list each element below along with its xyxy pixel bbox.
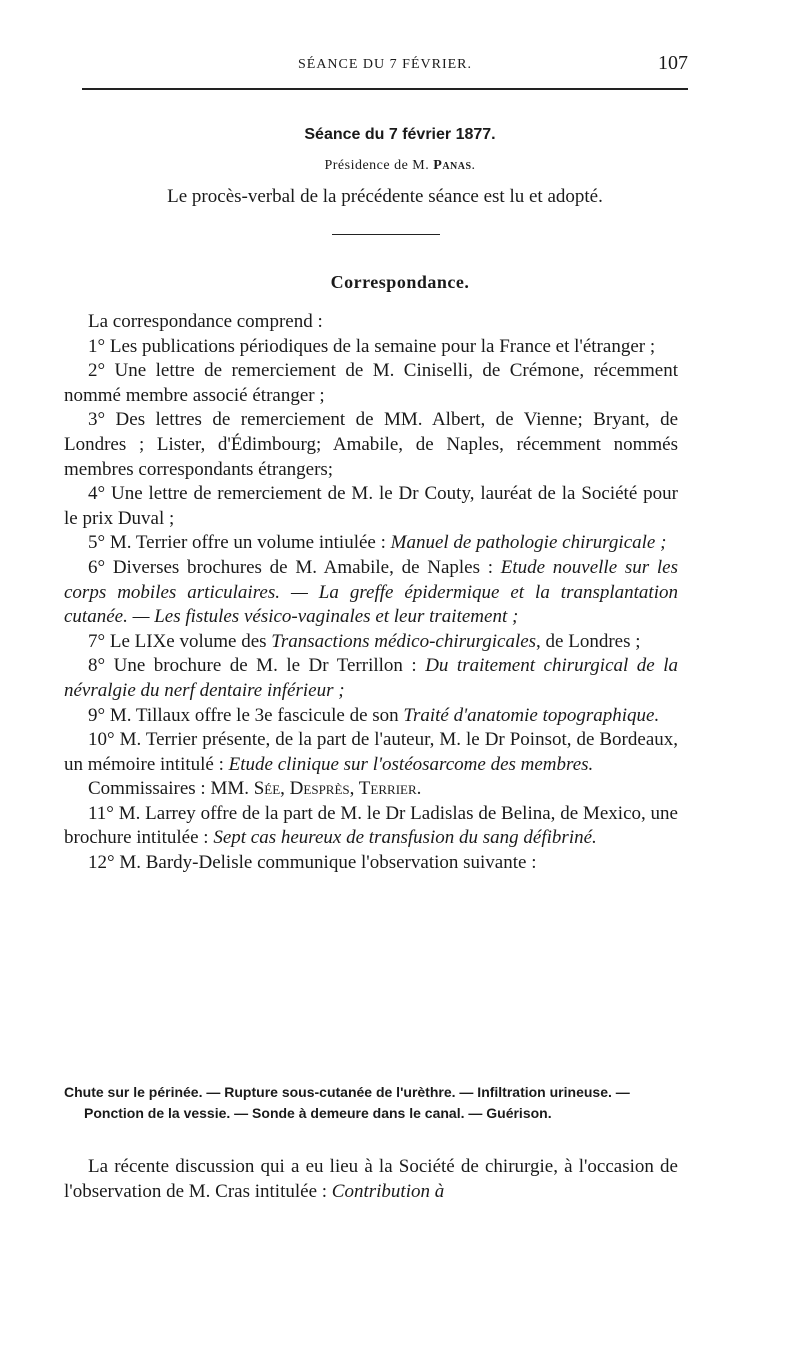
closing-italic: Contribution à <box>331 1181 445 1202</box>
item-title: Manuel de pathologie chirurgicale ; <box>390 532 667 554</box>
item-text: 5° M. Terrier offre un volume intiulée : <box>88 532 391 554</box>
presidency-suffix: . <box>471 158 476 173</box>
list-item: 3° Des lettres de remerciement de MM. Albert, de Vienne; Bryant, de Londres ; Lister, d'Édimbourg; Amabile, de Naples, récemment nommés membres correspondants étrangers; <box>64 409 678 480</box>
list-item: 4° Une lettre de remerciement de M. le Dr Couty, lauréat de la Société pour le prix Duval ; <box>64 483 678 529</box>
closing-text-line <box>64 1154 678 1204</box>
item-title: Etude clinique sur l'ostéosarcome des membres. <box>228 753 594 775</box>
closing-text: La récente discussion qui a eu lieu à la Société de chirurgie, à l'occasion de l'observation de M. Cras intitulée : <box>64 1156 678 1202</box>
list-item <box>64 728 678 777</box>
item-title: Du traitement chirurgical de la névralgie du nerf dentaire inférieur ; <box>64 655 678 701</box>
item-text: 7° Le LIXe volume des <box>88 630 272 652</box>
page-number: 107 <box>658 52 688 74</box>
list-item: 12° M. Bardy-Delisle communique l'observation suivante : <box>88 852 537 874</box>
president-name: Panas <box>433 158 472 173</box>
closing-paragraph <box>64 1154 678 1204</box>
list-item: 1° Les publications périodiques de la semaine pour la France et l'étranger ; <box>88 335 656 357</box>
item-title: Sept cas heureux de transfusion du sang défibriné. <box>213 827 597 849</box>
item-text: 8° Une brochure de M. le Dr Terrillon : <box>88 655 426 677</box>
item-text: 11° M. Larrey offre de la part de M. le Dr Ladislas de Belina, de Mexico, une brochure intitulée : <box>64 802 678 849</box>
list-item <box>64 704 678 729</box>
presidency-line <box>0 158 800 174</box>
list-item: 2° Une lettre de remerciement de M. Ciniselli, de Crémone, récemment nommé membre associé étranger ; <box>64 360 678 406</box>
list-item <box>64 556 678 630</box>
item-title: Etude nouvelle sur les corps mobiles articulaires. — La greffe épidermique et la transplantation cutanée. — Les fistules vésico-vaginales et leur traitement ; <box>64 556 678 628</box>
minutes-adoption: Le procès-verbal de la précédente séance est lu et adopté. <box>167 186 603 207</box>
correspondance-body <box>64 310 678 876</box>
presidency-prefix: Présidence de M. <box>324 158 434 173</box>
list-item <box>64 802 678 851</box>
item-title: Traité d'anatomie topographique. <box>403 704 660 726</box>
page-header <box>82 52 688 80</box>
item-text: , de Londres ; <box>536 630 641 652</box>
correspondance-intro: La correspondance comprend : <box>88 311 323 332</box>
commissaires-names: Sée, Desprès, Terrier. <box>253 778 422 800</box>
list-item <box>64 654 678 703</box>
item-text: 10° M. Terrier présente, de la part de l'auteur, M. le Dr Poinsot, de Bordeaux, un mémoire intitulé : <box>64 729 678 775</box>
list-item <box>64 630 678 655</box>
commissaires-label: Commissaires : MM. <box>88 778 254 800</box>
header-rule <box>82 88 688 90</box>
session-title: Séance du 7 février 1877. <box>304 126 496 143</box>
case-title: Chute sur le périnée. — Rupture sous-cutanée de l'urèthre. — Infiltration urineuse. — Ponction de la vessie. — Sonde à demeure dans le canal. — Guérison. <box>64 1084 630 1121</box>
list-item <box>64 531 678 556</box>
commissaires-line <box>64 777 678 802</box>
correspondance-heading: Correspondance. <box>330 272 470 292</box>
item-text: 6° Diverses brochures de M. Amabile, de Naples : <box>88 556 501 578</box>
item-text: 9° M. Tillaux offre le 3e fascicule de son <box>88 704 404 726</box>
item-title: Transactions médico-chirurgicales <box>271 630 537 652</box>
running-head: SÉANCE DU 7 FÉVRIER. <box>297 57 472 72</box>
section-divider <box>332 234 440 235</box>
